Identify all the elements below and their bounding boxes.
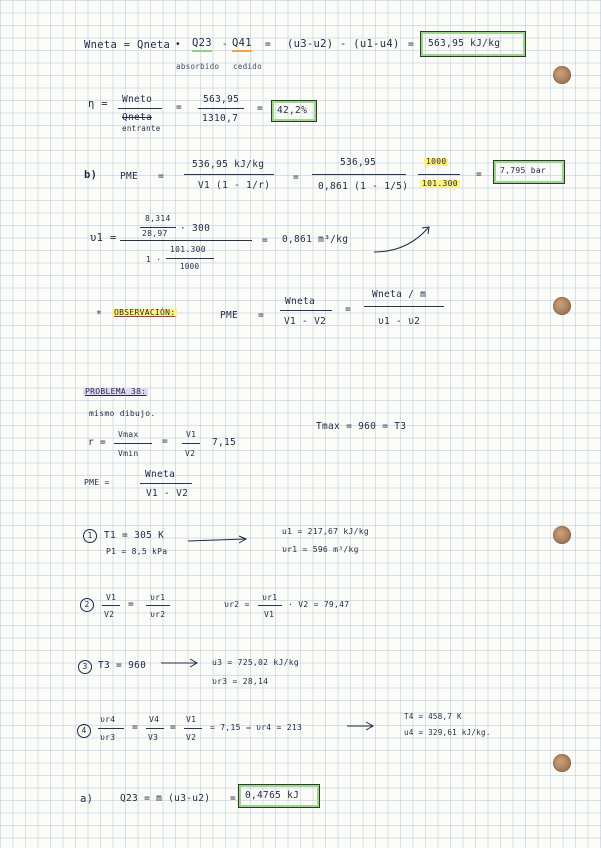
pme-definition-lhs: PME = [84,478,110,487]
step-3-marker [78,660,92,674]
pressure-value: 101.300 [170,245,206,254]
net-work-lhs: Wneta = Qneta [84,39,171,51]
entrante-note: entrante [122,124,161,133]
step4-a-denominator: υr3 [100,733,116,742]
equals-sign: = [293,172,300,183]
compression-ratio-lhs: r = [88,437,107,448]
arrow-icon [160,658,200,668]
observation-label: OBSERVACIÓN: [114,308,176,317]
minus-symbol: - [222,39,229,50]
pme-numerator: 536,95 kJ/kg [192,159,265,170]
equals-sign: = [408,39,415,50]
step2-a-numerator: V1 [106,593,117,602]
internal-energy-expression: (u3-u2) - (u1-u4) [287,38,400,50]
step-number-badge: 4 [77,724,91,738]
problem-subtitle: mismo dibujo. [89,409,156,418]
u1-value: u1 = 217,67 kJ/kg [282,527,369,536]
efficiency-numerator: Wneto [122,94,153,105]
specific-volume-result: 0,861 m³/kg [282,234,349,245]
arrow-icon [372,222,434,256]
fraction-bar [98,728,124,729]
step-1-marker [83,529,97,543]
fraction-bar [198,108,244,109]
step2-c-denominator: V1 [264,610,275,619]
kpa-conversion: 1000 [180,262,200,271]
pme-label: PME [120,171,139,182]
step2-a-denominator: V2 [104,610,115,619]
efficiency-den-value: 1310,7 [202,113,239,124]
dot-symbol: • [175,39,182,50]
released-note: cedido [233,62,262,71]
max-temperature: Tmax = 960 = T3 [316,421,407,432]
net-work-result: 563,95 kJ/kg [428,38,501,49]
vr3-value: υr3 = 28,14 [212,677,269,686]
ratio-numerator: Vmax [118,430,139,439]
vr4-result: = 7,15 ⇒ υr4 = 213 [210,723,303,732]
fraction-bar [258,605,282,606]
efficiency-symbol: η = [88,98,108,110]
step-4-marker [77,724,91,738]
step4-c-numerator: V1 [186,715,197,724]
equals-sign: = [170,722,177,733]
pme-label: PME [220,310,239,321]
q41-term: Q41 [232,38,252,52]
ratio-numerator-2: V1 [186,430,197,439]
equals-sign: = [262,235,269,246]
fraction-bar [146,605,170,606]
ratio-denominator-2: V2 [185,449,196,458]
step4-b-denominator: V3 [148,733,159,742]
conversion-denominator: 101.300 [422,179,458,188]
fraction-bar [312,174,406,175]
fraction-bar [114,443,152,444]
equals-sign: = [258,310,265,321]
step4-b-numerator: V4 [149,715,160,724]
molar-mass: 28,97 [142,229,168,238]
asterisk-mark: * [96,309,103,320]
fraction-bar [418,174,460,175]
p1-value: P1 = 8,5 kPa [106,547,168,556]
u3-value: u3 = 725,02 kJ/kg [212,658,299,667]
step4-c-denominator: V2 [186,733,197,742]
gas-constant: 8,314 [145,214,171,223]
fraction-bar [140,483,192,484]
vr2-lhs: υr2 = [224,600,250,609]
step2-c-numerator: υr1 [262,593,278,602]
arrow-icon [346,721,376,731]
equals-sign: = [158,171,165,182]
problem-title: PROBLEMA 38: [85,387,147,396]
conversion-numerator: 1000 [426,157,447,166]
pme-denominator-2: 0,861 (1 - 1/5) [318,181,409,192]
denominator-one: 1 · [146,255,162,264]
step-number-badge: 1 [83,529,97,543]
pme-obs-denominator: V1 - V2 [284,316,327,327]
equals-sign: = [176,102,183,113]
pme-obs-numerator: Wneta [285,296,316,307]
equals-sign: = [476,169,483,180]
punch-hole [553,526,571,544]
q23-term: Q23 [192,38,212,52]
pme-definition-numerator: Wneta [145,469,176,480]
equals-sign: = [128,599,135,610]
equals-sign: = [265,39,272,50]
t3-value: T3 = 960 [98,660,147,671]
equals-sign: = [345,304,352,315]
punch-hole [553,297,571,315]
specific-volume-lhs: υ1 = [90,232,117,244]
step-number-badge: 3 [78,660,92,674]
fraction-bar [140,227,176,228]
efficiency-denominator: Qneta [122,112,153,123]
step2-b-denominator: υr2 [150,610,166,619]
vr1-value: υr1 = 596 m³/kg [282,545,359,554]
efficiency-num-value: 563,95 [203,94,240,105]
ratio-value: 7,15 [212,437,237,448]
heat-added-result: 0,4765 kJ [245,790,300,801]
equals-sign: = [257,103,264,114]
punch-hole [553,754,571,772]
pme-definition-denominator: V1 - V2 [146,488,189,499]
pme-denominator: V1 (1 - 1/r) [198,180,271,191]
u4-value: u4 = 329,61 kJ/kg. [404,728,491,737]
part-a-label: a) [80,793,94,805]
step2-b-numerator: υr1 [150,593,166,602]
equals-sign: = [162,436,169,447]
fraction-bar [280,310,332,311]
arrow-icon [187,535,249,545]
pme-numerator-2: 536,95 [340,157,377,168]
pme-obs-numerator-2: Wneta / m [372,289,427,300]
pme-obs-denominator-2: υ1 - υ2 [378,316,421,327]
punch-hole [553,66,571,84]
fraction-bar [118,108,162,109]
absorbed-note: absorbido [176,62,220,71]
part-b-label: b) [84,169,98,181]
t1-value: T1 = 305 K [104,530,165,541]
ratio-denominator: Vmin [118,449,139,458]
fraction-bar [182,443,200,444]
fraction-bar [146,728,164,729]
fraction-bar [184,728,202,729]
t4-value: T4 = 458,7 K [404,712,462,721]
step-number-badge: 2 [80,598,94,612]
fraction-bar [364,306,444,307]
equals-sign: = [230,793,237,804]
pme-result: 7,795 bar [500,166,547,175]
fraction-bar [166,258,214,259]
step-2-marker [80,598,94,612]
step4-a-numerator: υr4 [100,715,116,724]
heat-added-expression: Q23 = m (u3-u2) [120,793,211,804]
fraction-bar [184,174,274,175]
fraction-bar [102,605,120,606]
fraction-bar [120,240,252,241]
temperature-factor: · 300 [180,223,211,234]
vr2-result: · V2 = 79,47 [288,600,350,609]
equals-sign: = [132,722,139,733]
efficiency-result: 42,2% [277,105,308,116]
